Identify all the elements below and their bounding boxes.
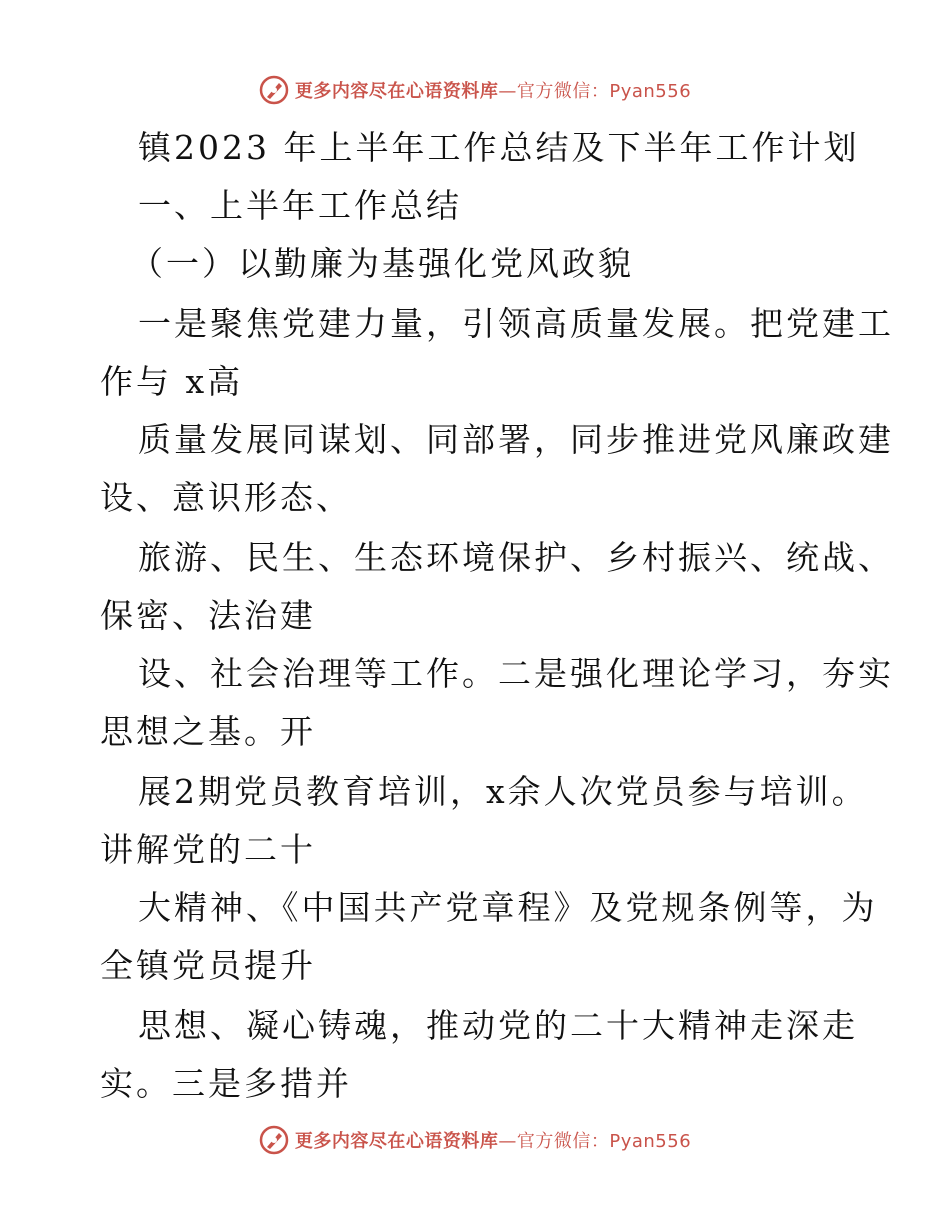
footer-banner-contact: 官方微信：Pyan556 <box>516 1131 692 1152</box>
paragraph-line: 设、意识形态、 <box>100 478 352 517</box>
footer-banner-main: 更多内容尽在心语资料库 <box>294 1131 499 1152</box>
pen-logo-icon <box>259 75 289 105</box>
paragraph-line: 设、社会治理等工作。二是强化理论学习，夯实 <box>138 654 894 693</box>
paragraph-line: 大精神、《中国共产党章程》及党规条例等，为 <box>138 888 878 927</box>
header-banner-contact: 官方微信：Pyan556 <box>516 81 692 102</box>
header-banner-main: 更多内容尽在心语资料库 <box>294 81 499 102</box>
paragraph-line: 实。三是多措并 <box>100 1064 352 1103</box>
paragraph-line: 质量发展同谋划、同部署，同步推进党风廉政建 <box>138 420 894 459</box>
paragraph-line: 思想之基。开 <box>100 712 316 751</box>
paragraph-line: 一是聚焦党建力量，引领高质量发展。把党建工 <box>138 304 894 343</box>
header-banner <box>0 70 950 110</box>
paragraph-line: 全镇党员提升 <box>100 946 316 985</box>
paragraph-line: 展2期党员教育培训，x余人次党员参与培训。 <box>138 772 868 811</box>
footer-banner-separator: — <box>498 1131 517 1152</box>
paragraph-line: 旅游、民生、生态环境保护、乡村振兴、统战、 <box>138 538 894 577</box>
header-banner-separator: — <box>498 81 517 102</box>
document-title: 镇2023 年上半年工作总结及下半年工作计划 <box>138 128 860 167</box>
header-banner-text <box>295 77 691 103</box>
footer-banner <box>0 1120 950 1160</box>
subsection-heading: （一）以勤廉为基强化党风政貌 <box>130 244 634 283</box>
paragraph-line: 讲解党的二十 <box>100 830 316 869</box>
footer-banner-text <box>295 1127 691 1153</box>
paragraph-line: 作与 x高 <box>100 362 244 401</box>
paragraph-line: 保密、法治建 <box>100 596 316 635</box>
pen-logo-icon <box>259 1125 289 1155</box>
section-heading: 一、上半年工作总结 <box>138 186 462 225</box>
paragraph-line: 思想、凝心铸魂，推动党的二十大精神走深走 <box>138 1006 858 1045</box>
